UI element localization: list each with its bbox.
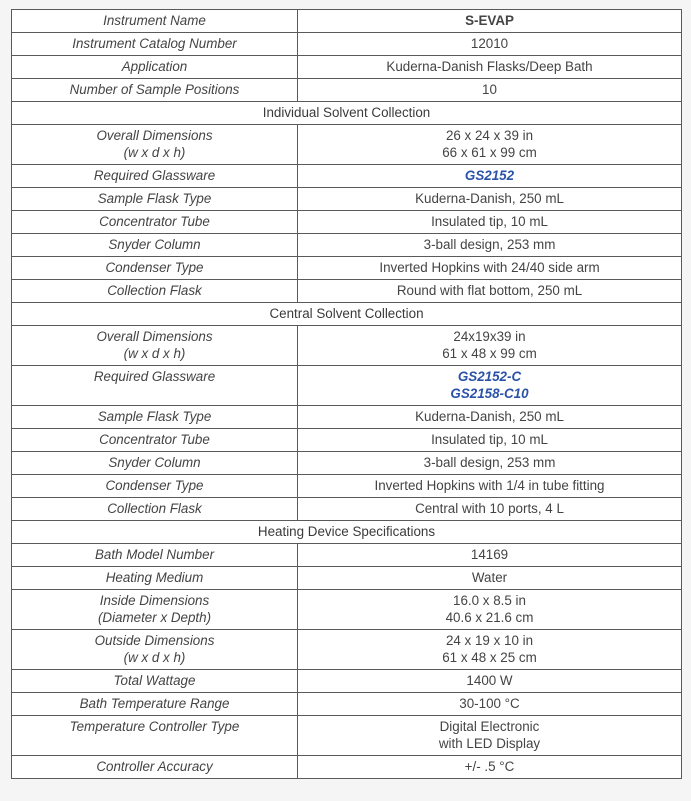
label-cell <box>12 544 298 567</box>
value-text: Water <box>471 570 508 585</box>
label-text: (w x d x h) <box>123 346 186 361</box>
value-cell <box>298 125 682 165</box>
value-cell <box>298 670 682 693</box>
value-cell <box>298 79 682 102</box>
value-cell <box>298 756 682 779</box>
label-text: Concentrator Tube <box>99 214 210 229</box>
value-text: 40.6 x 21.6 cm <box>445 610 534 625</box>
value-text: 14169 <box>470 547 509 562</box>
value-text: +/- .5 °C <box>464 759 515 774</box>
label-cell <box>12 326 298 366</box>
value-text: Kuderna-Danish, 250 mL <box>415 191 564 206</box>
table-row-overall-dimensions <box>12 326 682 366</box>
table-row-collection-flask <box>12 498 682 521</box>
label-text: Instrument Catalog Number <box>72 36 237 51</box>
table-row-total-wattage <box>12 670 682 693</box>
value-text: Inverted Hopkins with 1/4 in tube fitting <box>374 478 605 493</box>
section-header-row <box>12 521 682 544</box>
label-text: Temperature Controller Type <box>69 719 240 734</box>
table-row-controller-accuracy <box>12 756 682 779</box>
label-cell <box>12 10 298 33</box>
glassware-link[interactable]: GS2158-C10 <box>450 386 529 401</box>
table-row-instrument-name <box>12 10 682 33</box>
label-text: Sample Flask Type <box>97 409 212 424</box>
label-text: Sample Flask Type <box>97 191 212 206</box>
label-cell <box>12 79 298 102</box>
table-row-concentrator-tube <box>12 429 682 452</box>
value-cell <box>298 165 682 188</box>
spec-table-body <box>12 10 682 779</box>
value-cell <box>298 452 682 475</box>
label-cell <box>12 590 298 630</box>
spec-table <box>11 9 682 779</box>
label-cell <box>12 33 298 56</box>
value-text: Digital Electronic <box>439 719 540 734</box>
label-cell <box>12 406 298 429</box>
table-row-concentrator-tube <box>12 211 682 234</box>
value-text: 30-100 °C <box>459 696 520 711</box>
label-text: Condenser Type <box>105 260 204 275</box>
value-text: 24 x 19 x 10 in <box>445 633 534 648</box>
label-cell <box>12 630 298 670</box>
value-cell <box>298 693 682 716</box>
table-row-outside-dimensions <box>12 630 682 670</box>
table-row-temperature-controller-type <box>12 716 682 756</box>
value-cell <box>298 211 682 234</box>
table-row-condenser-type <box>12 475 682 498</box>
label-text: Total Wattage <box>113 673 196 688</box>
table-row-sample-flask-type <box>12 188 682 211</box>
value-cell <box>298 498 682 521</box>
section-title: Central Solvent Collection <box>12 303 682 326</box>
value-cell <box>298 630 682 670</box>
value-text: 61 x 48 x 25 cm <box>442 650 537 665</box>
value-cell <box>298 590 682 630</box>
section-header-row <box>12 102 682 125</box>
label-cell <box>12 211 298 234</box>
table-row-inside-dimensions <box>12 590 682 630</box>
label-text: Outside Dimensions <box>94 633 215 648</box>
label-cell <box>12 693 298 716</box>
label-text: Bath Model Number <box>94 547 215 562</box>
label-cell <box>12 498 298 521</box>
value-text: 3-ball design, 253 mm <box>423 455 556 470</box>
value-text: 1400 W <box>466 673 513 688</box>
table-row-heating-medium <box>12 567 682 590</box>
label-cell <box>12 366 298 406</box>
table-row-number-of-sample-positions <box>12 79 682 102</box>
value-text: Insulated tip, 10 mL <box>431 214 548 229</box>
label-cell <box>12 567 298 590</box>
label-text: Controller Accuracy <box>96 759 213 774</box>
table-row-bath-model-number <box>12 544 682 567</box>
table-row-snyder-column <box>12 234 682 257</box>
value-cell <box>298 188 682 211</box>
value-text: 24x19x39 in <box>453 329 526 344</box>
value-text: with LED Display <box>438 736 541 751</box>
glassware-link[interactable]: GS2152 <box>464 168 515 183</box>
label-text: Overall Dimensions <box>96 329 213 344</box>
value-cell <box>298 716 682 756</box>
label-cell <box>12 188 298 211</box>
label-text: Instrument Name <box>103 13 206 28</box>
value-text: 26 x 24 x 39 in <box>445 128 534 143</box>
table-row-bath-temperature-range <box>12 693 682 716</box>
value-cell <box>298 567 682 590</box>
value-cell <box>298 406 682 429</box>
label-text: Collection Flask <box>107 501 202 516</box>
section-header-row <box>12 303 682 326</box>
label-text: Collection Flask <box>107 283 202 298</box>
label-text: (w x d x h) <box>123 650 186 665</box>
glassware-link[interactable]: GS2152-C <box>457 369 522 384</box>
table-row-snyder-column <box>12 452 682 475</box>
label-text: Condenser Type <box>105 478 204 493</box>
value-cell <box>298 429 682 452</box>
label-text: Concentrator Tube <box>99 432 210 447</box>
label-cell <box>12 56 298 79</box>
label-text: Application <box>121 59 188 74</box>
label-cell <box>12 257 298 280</box>
value-text: Central with 10 ports, 4 L <box>415 501 564 516</box>
value-text: 10 <box>482 82 497 97</box>
label-cell <box>12 670 298 693</box>
value-cell <box>298 234 682 257</box>
section-title: Individual Solvent Collection <box>12 102 682 125</box>
value-cell <box>298 56 682 79</box>
label-cell <box>12 756 298 779</box>
value-text: Inverted Hopkins with 24/40 side arm <box>379 260 600 275</box>
value-cell <box>298 475 682 498</box>
label-text: Required Glassware <box>93 369 216 384</box>
label-text: Inside Dimensions <box>99 593 210 608</box>
value-cell <box>298 366 682 406</box>
value-text: 12010 <box>470 36 509 51</box>
value-cell <box>298 544 682 567</box>
value-text: Kuderna-Danish, 250 mL <box>415 409 564 424</box>
label-text: Snyder Column <box>108 455 201 470</box>
table-row-required-glassware <box>12 366 682 406</box>
table-row-condenser-type <box>12 257 682 280</box>
value-text: Round with flat bottom, 250 mL <box>396 283 583 298</box>
value-cell <box>298 10 682 33</box>
label-text: (Diameter x Depth) <box>97 610 212 625</box>
value-text: Kuderna-Danish Flasks/Deep Bath <box>386 59 593 74</box>
value-cell <box>298 326 682 366</box>
value-cell <box>298 33 682 56</box>
value-text: 66 x 61 x 99 cm <box>442 145 537 160</box>
label-text: (w x d x h) <box>123 145 186 160</box>
table-row-application <box>12 56 682 79</box>
label-text: Number of Sample Positions <box>69 82 240 97</box>
table-row-required-glassware <box>12 165 682 188</box>
value-cell <box>298 257 682 280</box>
label-cell <box>12 452 298 475</box>
label-text: Snyder Column <box>108 237 201 252</box>
label-cell <box>12 165 298 188</box>
table-row-instrument-catalog-number <box>12 33 682 56</box>
label-text: Overall Dimensions <box>96 128 213 143</box>
value-text: S-EVAP <box>465 13 514 28</box>
table-row-collection-flask <box>12 280 682 303</box>
value-text: 16.0 x 8.5 in <box>453 593 526 608</box>
label-cell <box>12 429 298 452</box>
table-row-sample-flask-type <box>12 406 682 429</box>
value-text: Insulated tip, 10 mL <box>431 432 548 447</box>
value-text: 61 x 48 x 99 cm <box>442 346 537 361</box>
label-cell <box>12 716 298 756</box>
label-cell <box>12 280 298 303</box>
value-text: 3-ball design, 253 mm <box>423 237 556 252</box>
value-cell <box>298 280 682 303</box>
label-text: Bath Temperature Range <box>79 696 230 711</box>
label-text: Required Glassware <box>93 168 216 183</box>
label-cell <box>12 234 298 257</box>
table-row-overall-dimensions <box>12 125 682 165</box>
label-cell <box>12 475 298 498</box>
section-title: Heating Device Specifications <box>12 521 682 544</box>
label-text: Heating Medium <box>105 570 204 585</box>
label-cell <box>12 125 298 165</box>
